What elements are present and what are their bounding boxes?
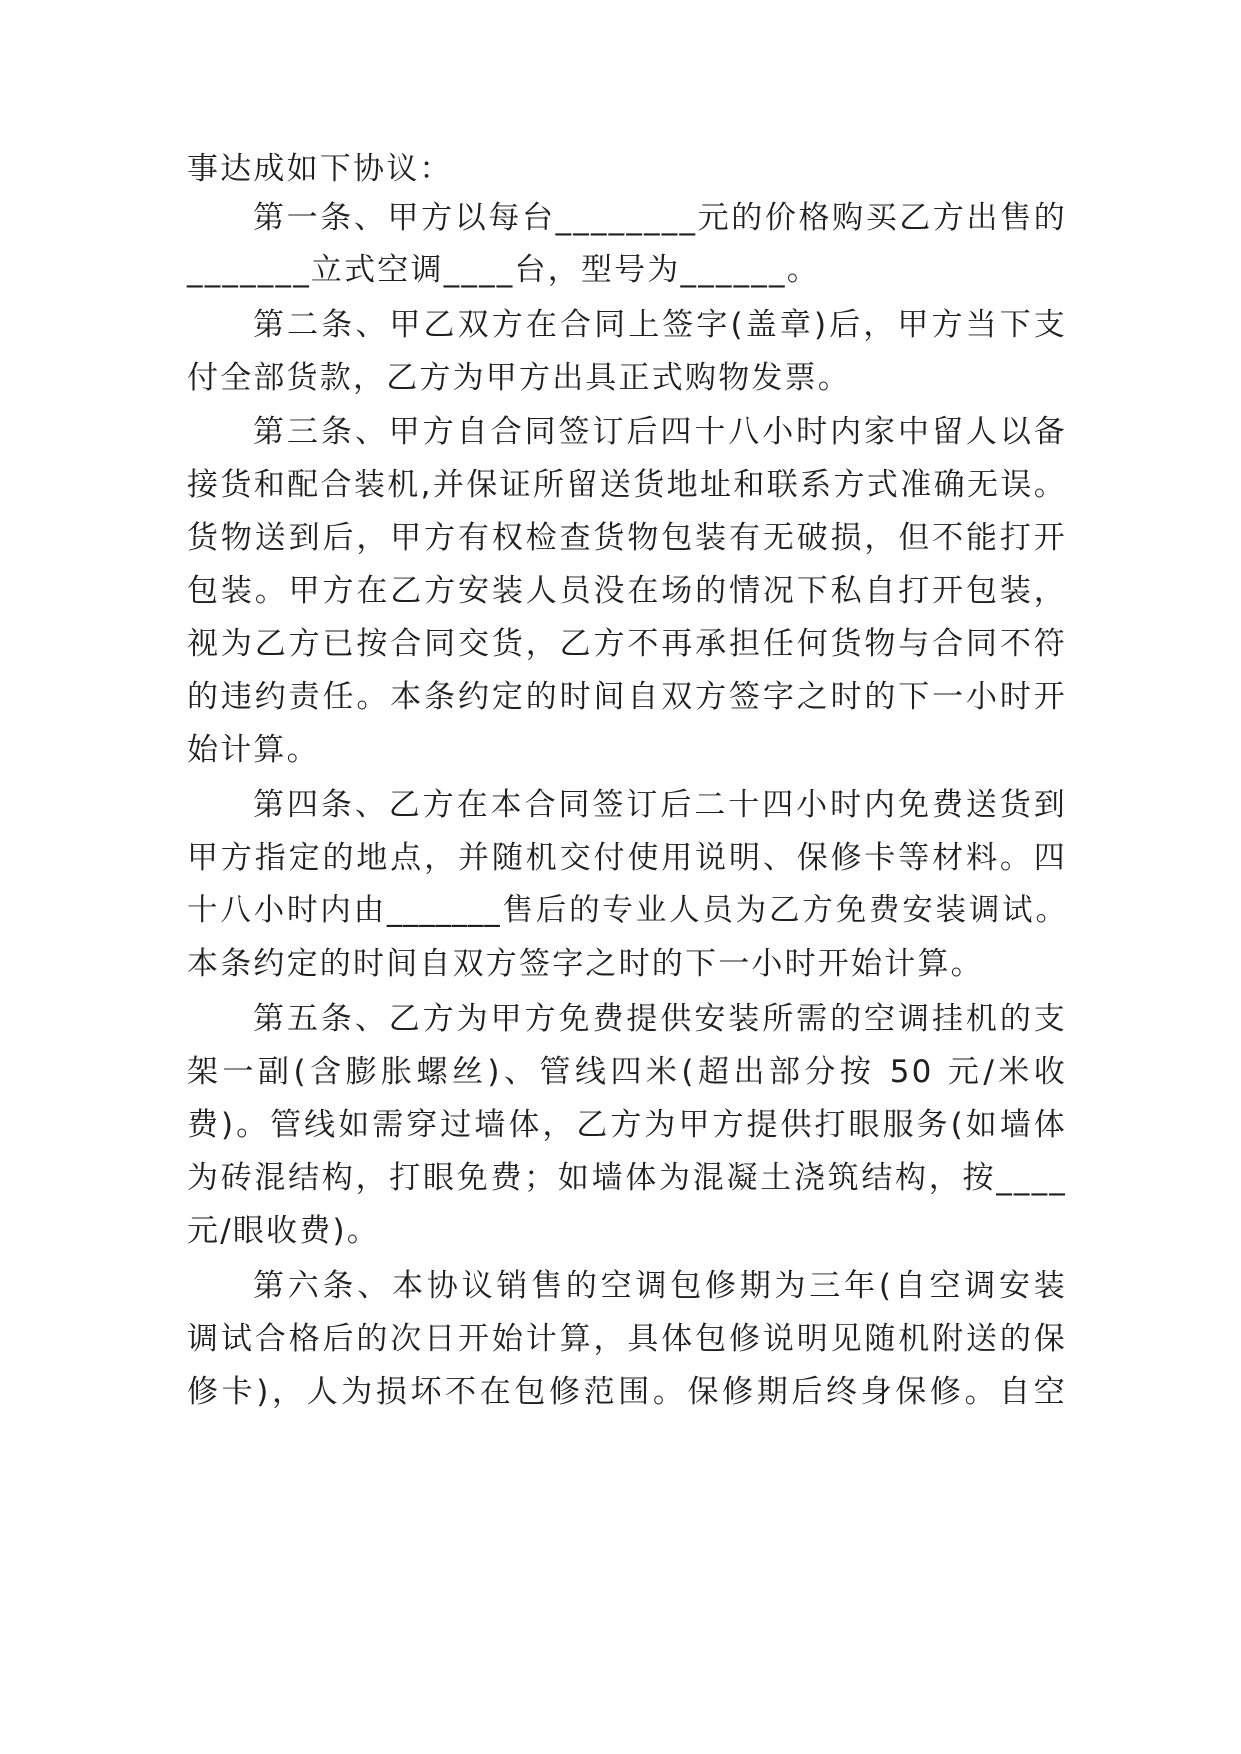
article-5-line-5: 元/眼收费)。 xyxy=(187,1213,380,1249)
article-6-line-2: 调试合格后的次日开始计算，具体包修说明见随机附送的保 xyxy=(187,1321,1067,1357)
text-line: 事达成如下协议： xyxy=(187,151,453,187)
article-4-line-4: 本条约定的时间自双方签字之时的下一小时开始计算。 xyxy=(187,946,984,982)
article-5-line-3: 费)。管线如需穿过墙体，乙方为甲方提供打眼服务(如墙体 xyxy=(187,1107,1067,1143)
article-5-line-2: 架一副(含膨胀螺丝)、管线四米(超出部分按 50 元/米收 xyxy=(187,1054,1067,1090)
article-2-line-1: 第二条、甲乙双方在合同上签字(盖章)后，甲方当下支 xyxy=(253,307,1067,343)
article-4-line-2: 甲方指定的地点，并随机交付使用说明、保修卡等材料。四 xyxy=(187,840,1067,876)
article-3-line-3: 货物送到后，甲方有权检查货物包装有无破损，但不能打开 xyxy=(187,520,1067,556)
article-4-line-3: 十八小时内由_______售后的专业人员为乙方免费安装调试。 xyxy=(187,893,1067,928)
article-4-line-1: 第四条、乙方在本合同签订后二十四小时内免费送货到 xyxy=(253,787,1067,823)
article-3-line-7: 始计算。 xyxy=(187,732,320,768)
article-5-line-1: 第五条、乙方为甲方免费提供安装所需的空调挂机的支 xyxy=(253,1001,1067,1037)
article-1-line-1: 第一条、甲方以每台________元的价格购买乙方出售的 xyxy=(253,200,1067,236)
article-3-line-2: 接货和配合装机,并保证所留送货地址和联系方式准确无误。 xyxy=(187,467,1067,503)
article-3-line-4: 包装。甲方在乙方安装人员没在场的情况下私自打开包装， xyxy=(187,573,1067,609)
article-6-line-3: 修卡)，人为损坏不在包修范围。保修期后终身保修。自空 xyxy=(187,1374,1067,1410)
article-2-line-2: 付全部货款，乙方为甲方出具正式购物发票。 xyxy=(187,360,851,396)
article-6-line-1: 第六条、本协议销售的空调包修期为三年(自空调安装 xyxy=(253,1268,1067,1304)
article-3-line-1: 第三条、甲方自合同签订后四十八小时内家中留人以备 xyxy=(253,414,1067,450)
article-3-line-6: 的违约责任。本条约定的时间自双方签字之时的下一小时开 xyxy=(187,679,1067,715)
article-1-line-2: _______立式空调____台，型号为______。 xyxy=(187,252,820,288)
article-3-line-5: 视为乙方已按合同交货，乙方不再承担任何货物与合同不符 xyxy=(187,626,1067,662)
article-5-line-4: 为砖混结构，打眼免费；如墙体为混凝土浇筑结构，按____ xyxy=(187,1160,1067,1196)
